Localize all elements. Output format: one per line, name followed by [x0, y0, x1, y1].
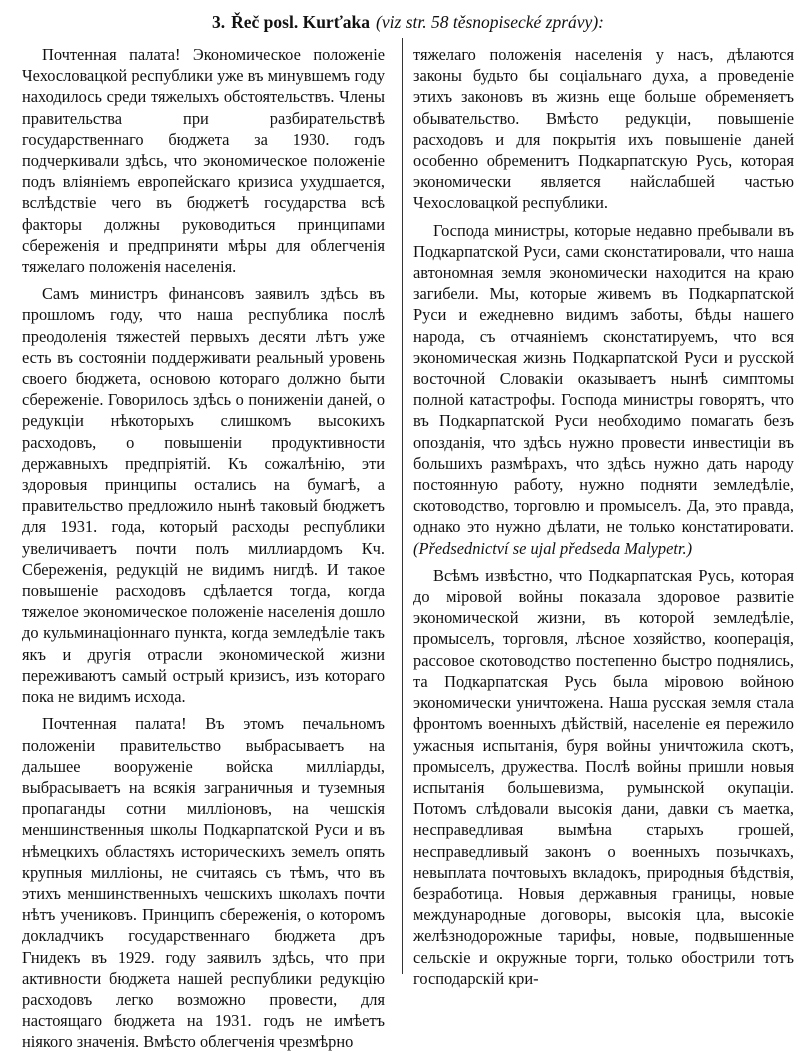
- column-divider: [402, 38, 403, 974]
- heading-reference: (viz str. 58 těsnopisecké zprávy):: [376, 11, 604, 32]
- paragraph: тяжелаго положенія населенія у насъ, дѣлаются законы будьто бы соціальнаго духа, а проведеніе этихъ законовъ въ жизнь еще больше обременяетъ обывательство. Вмѣсто редукціи, повышеніе расходовъ и для покрытія ихъ повышеніе даней особенно обременитъ Подкарпатскую Русь, которая экономически является найслабшей частью Чехословацкой республики.: [413, 45, 794, 213]
- paragraph: Почтенная палата! Въ этомъ печальномъ положеніи правительство выбрасываетъ на дальшее вооруженіе войска милліарды, выбрасываетъ на всякія заграничныя и туземныя пропаганды сотни милліоновъ, на чешскія меншинственныя школы Подкарпатской Руси и въ нѣмецкихъ областяхъ историческихъ земелъ опять крупныя милліоны, не считаясь съ тѣмъ, что въ этихъ меншинственныхъ чешскихъ школахъ почти нѣтъ учениковъ. Принципъ сбереженія, о которомъ докладчикъ государственнаго бюджета дръ Гнидекъ въ 1929. году заявилъ здѣсь, что при активности бюджета нашей республики редукцію расходовъ легко возможно провести, для настоящаго бюджета на 1931. годъ не имѣетъ ніякого значенія. Вмѣсто облегченія чрезмѣрно: [22, 714, 386, 1052]
- text-columns: [22, 44, 794, 1052]
- right-column: [413, 44, 794, 988]
- heading-number: 3.: [212, 11, 226, 32]
- paragraph-text: Господа министры, которые недавно пребывали въ Подкарпатской Руси, сами сконстатировали, что наша автономная земля экономически находится на краю загибели. Мы, которые живемъ въ Подкарпатской Руси и ежедневно видимъ заботы, бѣды нашего народа, съ отчаяніемъ сконстатируемъ, что вся экономическая жизнь Подкарпатской Руси и русской восточной Словакіи оказываетъ нынѣ симптомы полной катастрофы. Господа министры говорятъ, что въ Подкарпатской Руси необходимо помагать безъ опозданія, что здѣсь нужно провести инвестиціи въ большихъ размѣрахъ, что здѣсь нужно дать народу постоянную работу, нужно подняти земледѣліе, скотоводство, торговлю и промыселъ. Да, это правда, однако это нужно дѣлати, не только констатировати.: [413, 220, 794, 537]
- paragraph: Всѣмъ извѣстно, что Подкарпатская Русь, которая до міровой войны показала здоровое развитіе экономической жизни, въ которой земледѣліе, промыселъ, торговля, лѣсное хозяйство, кооперація, рассовое скотоводство постепенно быстро поднялись, та Подкарпатская Русь была міровою войною экономически уничтожена. Наша русская земля стала фронтомъ военныхъ дѣйствій, населеніе ея пережило ужасныя испытанія, буря войны уничтожила скотъ, промыселъ, дружества. Послѣ войны пришли новыя испытанія большевизма, румынской окупаціи. Потомъ слѣдовали высокія дани, давки съ маетка, несправедливая вымѣна старыхъ грошей, несправедливый законъ о военныхъ позычкахъ, невыплата почтовыхъ вкладокъ, природныя бѣдствія, безработица. Новыя державныя границы, новые международные договоры, высокія цла, высокіе желѣзнодорожные тарифы, новые, подвышенные сельскіе и окружные торги, только обострили тотъ господарскій кри-: [413, 565, 794, 988]
- presiding-note: (Předsednictví se ujal předseda Malypetr.): [413, 538, 693, 558]
- heading-speaker: Řeč posl. Kurťaka: [231, 11, 371, 32]
- paragraph: Почтенная палата! Экономическое положеніе Чехословацкой республики уже въ минувшемъ году находилось среди тяжелыхъ обстоятельствъ. Члены правительства при разбирательствѣ государственнаго бюджета за 1930. годъ подчеркивали здѣсь, что экономическое положеніе подъ вліяніемъ европейскаго кризиса ухудшается, вслѣдствіе чего въ бюджетѣ государства всѣ факторы должны руководиться принципами сбереженія и предприняти мѣры для облегченія тяжелаго положенія населенія.: [22, 45, 386, 277]
- speech-heading: [22, 0, 794, 44]
- paragraph: [413, 220, 794, 559]
- paragraph: Самъ министръ финансовъ заявилъ здѣсь въ прошломъ году, что наша республика послѣ преодоленія тяжестей первыхъ десяти лѣтъ уже есть въ состояніи поддерживати реальный уровень своего бюджета, основою котораго должно быти сбереженіе. Говорилось здѣсь о пониженіи даней, о редукціи нѣкоторыхъ слишкомъ высокихъ расходовъ, о повышеніи продуктивности державныхъ предпріятій. Къ сожалѣнію, эти здоровыя принципы остались на бумагѣ, а правительство предложило нынѣ таковый бюджетъ для 1931. года, который расходы республики увеличиваетъ почти полъ миллиардомъ Кч. Сбереженія, редукцій не видимъ нигдѣ. И такое повышеніе расходовъ сдѣлается тогда, когда тяжелое экономическое положеніе населенія дошло до кульминаціоннаго пункта, когда земледѣліе такъ якъ и другія отрасли экономической жизни переживаютъ самый острый кризисъ, изъ котораго пока не видимъ исхода.: [22, 284, 386, 707]
- left-column: [22, 44, 386, 1052]
